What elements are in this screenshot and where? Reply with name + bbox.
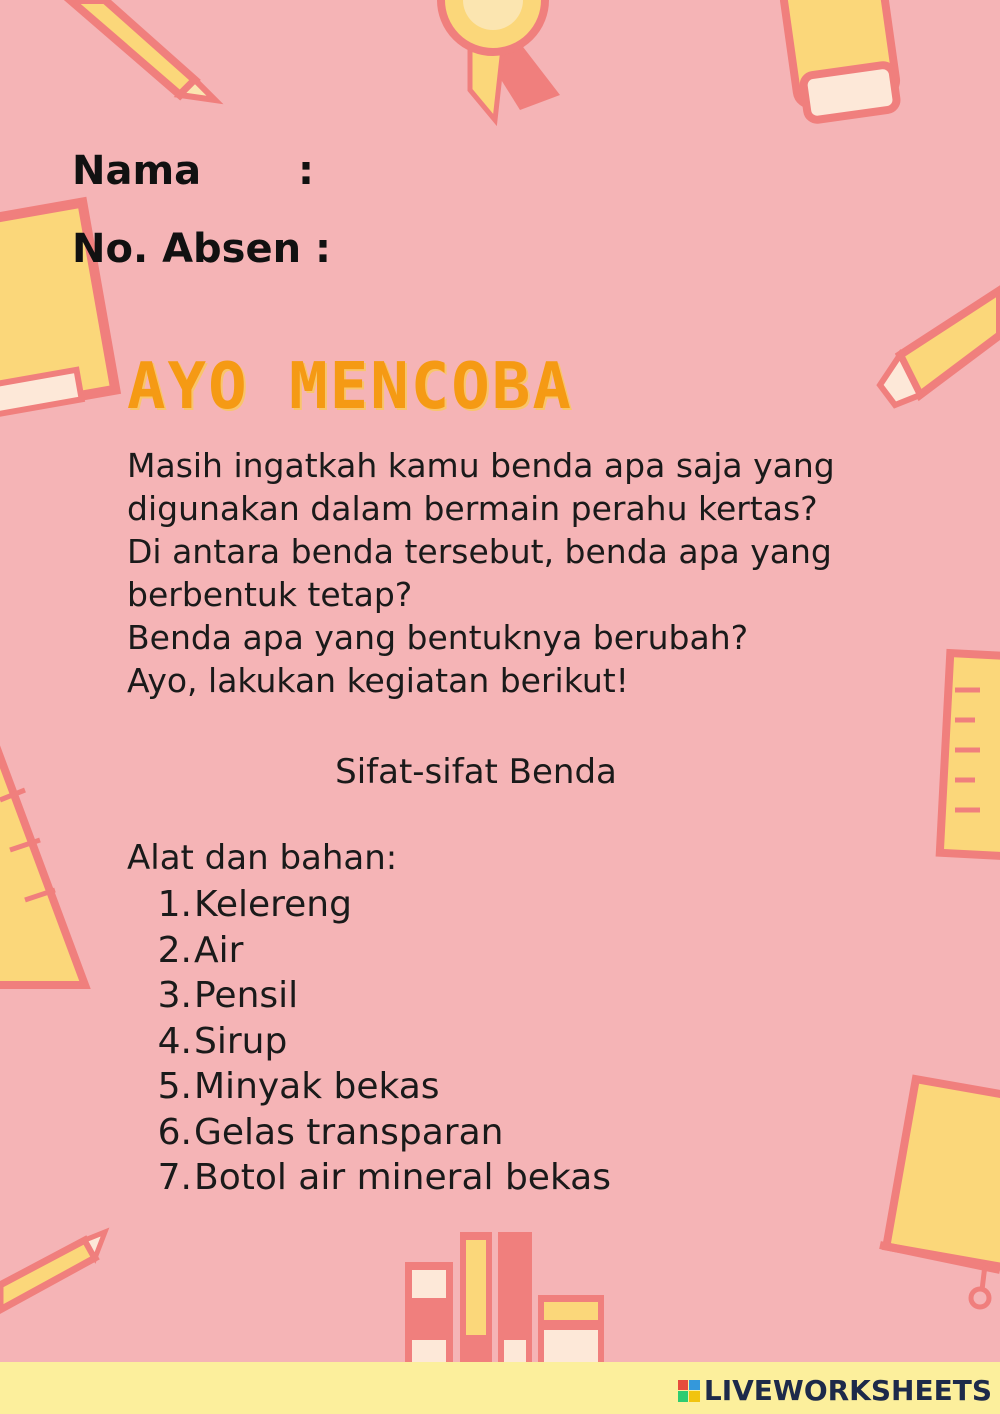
footer-bar (0, 1362, 1000, 1414)
list-item (150, 1110, 611, 1156)
brand-logo[interactable] (678, 1374, 992, 1407)
list-text: Air (194, 929, 244, 971)
list-item (150, 1064, 611, 1110)
tools-label: Alat dan bahan: (127, 838, 398, 878)
name-label: Nama (72, 148, 202, 194)
name-colon: : (298, 148, 314, 194)
intro-line: berbentuk tetap? (127, 575, 413, 614)
list-number: 7. (157, 1157, 192, 1198)
tools-list (150, 882, 611, 1201)
list-text: Gelas transparan (194, 1111, 504, 1153)
list-text: Sirup (194, 1020, 288, 1062)
section-subtitle: Sifat-sifat Benda (335, 752, 617, 792)
list-text: Minyak bekas (194, 1066, 440, 1107)
list-number: 3. (157, 975, 192, 1016)
page-title: AYO MENCOBA (127, 350, 573, 424)
intro-line: digunakan dalam bermain perahu kertas? (127, 489, 818, 528)
liveworksheets-logo-icon (678, 1380, 700, 1402)
pencil-icon (0, 1232, 105, 1310)
list-text: Pensil (194, 975, 299, 1016)
intro-line: Benda apa yang bentuknya berubah? (127, 618, 749, 657)
list-text: Botol air mineral bekas (194, 1157, 611, 1198)
books-icon (405, 1232, 604, 1367)
pencil-icon (880, 290, 1000, 405)
intro-paragraph (127, 444, 887, 702)
intro-line: Di antara benda tersebut, benda apa yang (127, 532, 832, 571)
list-item (150, 882, 611, 928)
list-number: 2. (157, 929, 192, 971)
list-number: 4. (157, 1020, 192, 1062)
list-item (150, 1019, 611, 1065)
eraser-icon (782, 0, 898, 121)
intro-line: Masih ingatkah kamu benda apa saja yang (127, 446, 835, 485)
list-number: 5. (157, 1066, 192, 1107)
list-text: Kelereng (194, 884, 352, 925)
list-item (150, 928, 611, 974)
award-ribbon-icon (441, 0, 560, 120)
list-number: 6. (157, 1111, 192, 1153)
list-item (150, 1155, 611, 1201)
list-number: 1. (157, 884, 192, 925)
brand-name: LIVEWORKSHEETS (703, 1374, 992, 1407)
board-icon (880, 1079, 1000, 1307)
pencil-icon (70, 0, 215, 100)
absen-label: No. Absen : (72, 226, 332, 272)
list-item (150, 973, 611, 1019)
intro-line: Ayo, lakukan kegiatan berikut! (127, 661, 629, 700)
